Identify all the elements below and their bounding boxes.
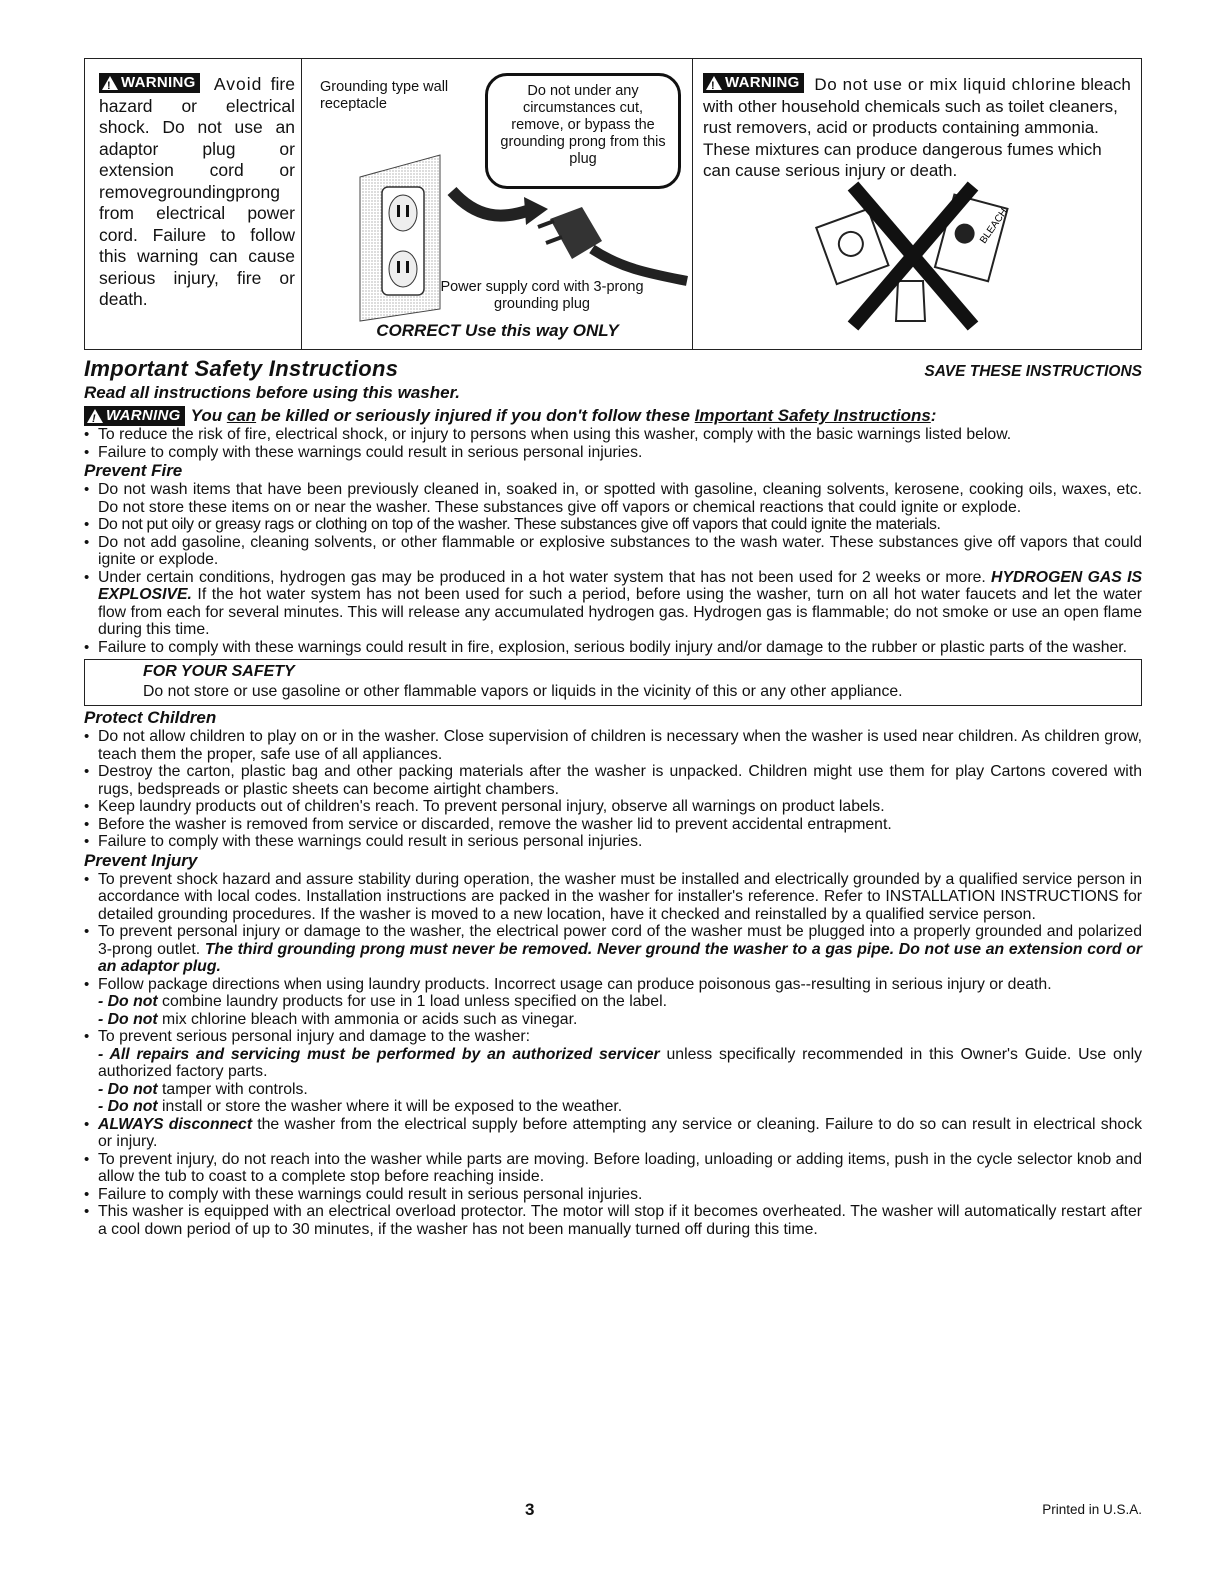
list-item: • Failure to comply with these warnings could result in serious personal injuries. — [84, 1186, 1142, 1204]
warning-badge — [99, 73, 200, 93]
children-title: Protect Children — [84, 708, 217, 727]
fire-title: Prevent Fire — [84, 461, 183, 480]
kill-a: You — [190, 406, 227, 425]
page — [84, 58, 1142, 1238]
read-all: Read all instructions before using this washer. — [84, 383, 460, 402]
injury-list-2 — [84, 1028, 1142, 1046]
for-your-safety-box — [84, 659, 1142, 706]
list-item — [84, 923, 1142, 976]
sub-item — [98, 1011, 1142, 1029]
save-instructions: SAVE THESE INSTRUCTIONS — [924, 363, 1142, 380]
warning-badge-2 — [703, 73, 804, 93]
page-title: Important Safety Instructions — [84, 356, 399, 381]
list-item: • Do not wash items that have been previously cleaned in, soaked in, or spotted with gasoline, cleaning solvents, kerosene, cooking oils, waxes, etc. Do not store these items on or near the washer. These substances give off vapors or chemical reactions that could ignite or explode. — [84, 481, 1142, 516]
warning-triangle-icon — [87, 409, 103, 423]
s1: combine laundry products for use in 1 load unless specified on the label. — [157, 993, 667, 1010]
s2: mix chlorine bleach with ammonia or acids such as vinegar. — [157, 1010, 578, 1028]
sub-item — [98, 1098, 1142, 1116]
kill-can: can — [226, 406, 257, 425]
list-item: • Follow package directions when using laundry products. Incorrect usage can produce poisonous gas--resulting in serious injury or death. — [84, 976, 1142, 994]
list-item: • Destroy the carton, plastic bag and other packing materials after the washer is unpacked. Children might use them for play Cartons covered with rugs, bedspreads or plastic sheets can become airtight chambers. — [84, 763, 1142, 798]
list-item: • Failure to comply with these warnings could result in serious personal injuries. — [84, 444, 1142, 462]
list-item: • To prevent shock hazard and assure stability during operation, the washer must be installed and electrically grounded by a qualified service person in accordance with local codes. Installation instructions are packed in the washer for installer's reference. Refer to INSTALLATION INSTRUCTIONS for detailed grounding procedures. If the washer is moved to a new location, have it checked and reinstalled by a qualified service person. — [84, 871, 1142, 924]
printed-in: Printed in U.S.A. — [1042, 1502, 1142, 1517]
general-list — [84, 426, 1142, 461]
kill-c: : — [930, 406, 937, 425]
injury-list-3 — [84, 1116, 1142, 1239]
list-item: • Before the washer is removed from service or discarded, remove the washer lid to prevent accidental entrapment. — [84, 816, 1142, 834]
children-list — [84, 728, 1142, 851]
i2a: To prevent personal injury or damage to the washer, the electrical power cord of the washer must be plugged into a properly grounded and polarized 3-prong outlet. — [98, 923, 1142, 958]
warning-triangle-icon — [706, 76, 722, 90]
list-item: • This washer is equipped with an electrical overload protector. The motor will stop if it becomes overheated. The washer will automatically restart after a cool down period of up to 30 minutes, if the washer has not been manually turned off during this time. — [84, 1203, 1142, 1238]
i5: the washer from the electrical supply before attempting any service or cleaning. Failure to do so can result in electrical shock or injury. — [98, 1115, 1142, 1150]
warning-table — [84, 58, 1142, 350]
kill-b: be killed or seriously injured if you don't follow these — [256, 406, 695, 425]
warning-badge-label: WARNING — [121, 74, 196, 91]
list-item: • Failure to comply with these warnings could result in fire, explosion, serious bodily injury and/or damage to the rubber or plastic parts of the washer. — [84, 639, 1142, 657]
list-item — [84, 569, 1142, 639]
list-item: • Do not add gasoline, cleaning solvents, or other flammable or explosive substances to the wash water. These substances give off vapors that could ignite or explode. — [84, 534, 1142, 569]
warning-badge-3 — [84, 406, 185, 426]
list-item: • Keep laundry products out of children's reach. To prevent personal injury, observe all warnings on product labels. — [84, 798, 1142, 816]
section-header — [84, 356, 1142, 382]
s4: tamper with controls. — [157, 1080, 308, 1098]
bleach-warning-cell — [693, 59, 1141, 349]
page-number: 3 — [525, 1500, 535, 1519]
fire-list — [84, 481, 1142, 656]
list-item: • To prevent injury, do not reach into the washer while parts are moving. Before loading, unloading or adding items, push in the cycle selector knob and allow the tub to coast to a complete stop before reaching inside. — [84, 1151, 1142, 1186]
electrical-warning-first: Avoid — [213, 74, 263, 94]
injury-title: Prevent Injury — [84, 850, 198, 870]
injury-sublist-2 — [84, 1046, 1142, 1116]
i5-bold: ALWAYS disconnect — [98, 1115, 253, 1133]
list-item: • Failure to comply with these warnings could result in serious personal injuries. — [84, 833, 1142, 851]
bleach-warning-first: Do not use or mix liquid chlorine — [814, 75, 1077, 94]
grounding-callout: Do not under any circumstances cut, remove, or bypass the grounding prong from this plug — [485, 73, 681, 189]
s5: install or store the washer where it will be exposed to the weather. — [157, 1098, 623, 1115]
safety-title: FOR YOUR SAFETY — [143, 663, 295, 680]
grounding-diagram-cell — [302, 59, 693, 349]
electrical-warning-cell — [85, 59, 302, 349]
safety-text: Do not store or use gasoline or other flammable vapors or liquids in the vicinity of this or any other appliance. — [143, 683, 903, 700]
list-item — [84, 1116, 1142, 1151]
s3-bold: - All repairs and servicing must be performed by an authorized servicer — [98, 1045, 660, 1063]
injury-list — [84, 871, 1142, 994]
do-not: - Do not — [98, 1010, 158, 1028]
electrical-warning-text: fire hazard or electrical shock. Do not use an adaptor plug or extension cord or removegroundingprong from electrical power cord. Failure to follow this warning can cause serious injury, fire or death. — [99, 74, 295, 309]
do-not: - Do not — [98, 1098, 158, 1115]
list-item: • To prevent serious personal injury and damage to the washer: — [84, 1028, 1142, 1046]
injury-sublist-1 — [84, 993, 1142, 1028]
bleach-label: BLEACH — [978, 206, 1011, 246]
correct-label: CORRECT Use this way ONLY — [376, 321, 619, 340]
s3: unless specifically recommended in this Owner's Guide. Use only authorized factory parts. — [98, 1045, 1143, 1080]
bleach-warning-text: bleach with other household chemicals such as toilet cleaners, rust removers, acid or products containing ammonia. These mixtures can produce dangerous fumes which can cause serious injury or death. — [703, 75, 1131, 180]
hydrogen-b: If the hot water system has not been used for such a period, before using the washer, turn on all hot water faucets and let the water flow from each for several minutes. This will release any accumulated hydrogen gas. Hydrogen gas is flammable; do not smoke or use an open flame during this time. — [98, 586, 1142, 638]
list-item: • To reduce the risk of fire, electrical shock, or injury to persons when using this washer, comply with the basic warnings listed below. — [84, 426, 1142, 444]
list-item: • Do not put oily or greasy rags or clothing on top of the washer. These substances give off vapors that could ignite the materials. — [84, 516, 1142, 534]
hydrogen-a: Under certain conditions, hydrogen gas may be produced in a hot water system that has not been used for 2 weeks or more. — [98, 568, 992, 586]
sub-item — [98, 1081, 1142, 1099]
kill-warning — [84, 406, 1142, 426]
warning-badge-label-3: WARNING — [106, 407, 181, 424]
kill-link: Important Safety Instructions — [694, 406, 931, 425]
do-not: - Do not — [98, 993, 158, 1010]
warning-triangle-icon — [102, 76, 118, 90]
hydrogen-bold: HYDROGEN GAS IS EXPLOSIVE. — [98, 568, 1143, 603]
grounding-type-label: Grounding type wall receptacle — [320, 79, 449, 112]
do-not: - Do not — [98, 1080, 158, 1098]
plug-label: Power supply cord with 3-prong grounding plug — [440, 279, 644, 312]
sub-item — [98, 1046, 1142, 1081]
sub-item — [98, 993, 1142, 1011]
i2b: The third grounding prong must never be removed. Never ground the washer to a gas pipe. Do not use an extension cord or an adaptor plug. — [98, 940, 1142, 975]
warning-badge-label-2: WARNING — [725, 74, 800, 91]
list-item: • Do not allow children to play on or in the washer. Close supervision of children is necessary when the washer is used near children. As children grow, teach them the proper, safe use of all appliances. — [84, 728, 1142, 763]
no-mixing-chemicals-icon — [813, 181, 1013, 331]
